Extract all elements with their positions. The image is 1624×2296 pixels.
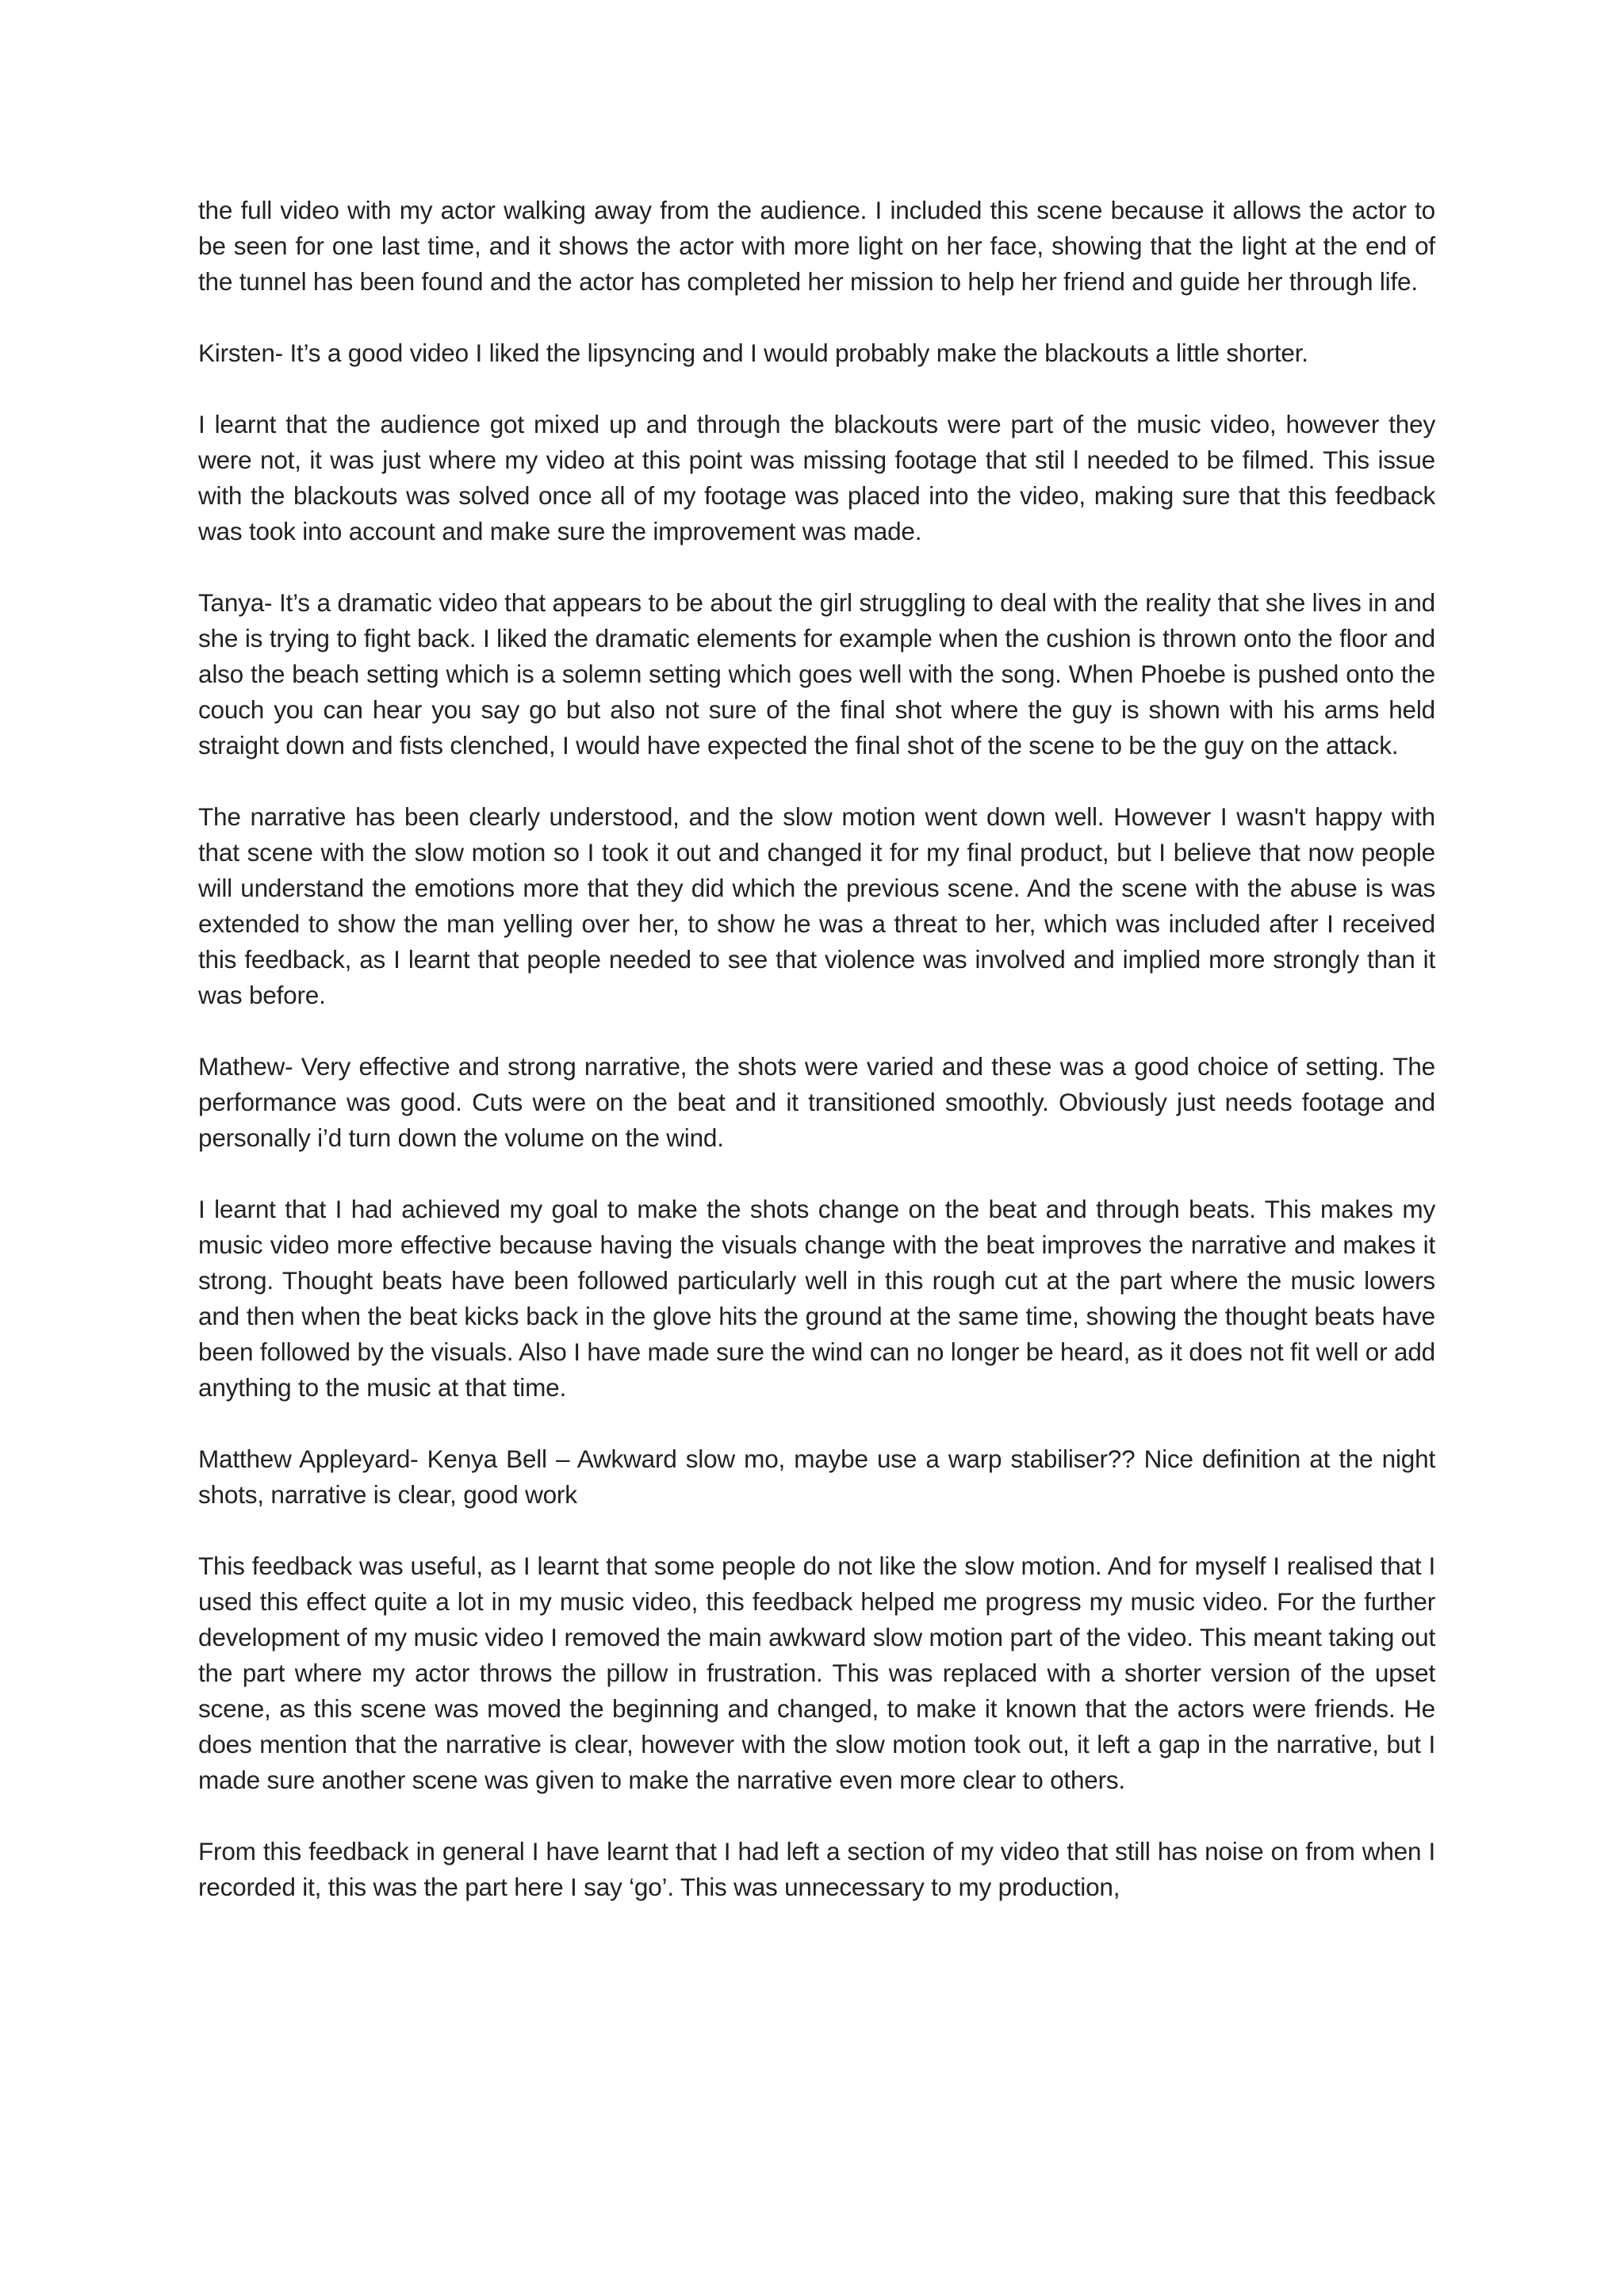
paragraph-general-feedback: From this feedback in general I have learnt that I had left a section of my video that still has noise on from when I recorded it, this was the part here I say ‘go’. This was unnecessary to my production, [198, 1837, 1435, 1901]
paragraph-response-mathew: I learnt that I had achieved my goal to make the shots change on the beat and through beats. This makes my music video more effective because having the visuals change with the beat improves the narrative and makes it strong. Thought beats have been followed particularly well in this rough cut at the part where the music lowers and then when the beat kicks back in the glove hits the ground at the same time, showing the thought beats have been followed by the visuals. Also I have made sure the wind can no longer be heard, as it does not fit well or add anything to the music at that time. [198, 1195, 1435, 1402]
paragraph-closing-scene: the full video with my actor walking away from the audience. I included this scene because it allows the actor to be seen for one last time, and it shows the actor with more light on her face, showing that the light at the end of the tunnel has been found and the actor has completed her mission to help her friend and guide her through life. [198, 196, 1435, 296]
paragraph-feedback-matthew-appleyard: Matthew Appleyard- Kenya Bell – Awkward slow mo, maybe use a warp stabiliser?? Nice definition at the night shots, narrative is clear, good work [198, 1445, 1435, 1509]
paragraph-feedback-kirsten: Kirsten- It’s a good video I liked the lipsyncing and I would probably make the blackouts a little shorter. [198, 339, 1308, 367]
paragraph-feedback-tanya: Tanya- It’s a dramatic video that appears to be about the girl struggling to deal with the reality that she lives in and she is trying to fight back. I liked the dramatic elements for example when the cushion is thrown onto the floor and also the beach setting which is a solemn setting which goes well with the song. When Phoebe is pushed onto the couch you can hear you say go but also not sure of the final shot where the guy is shown with his arms held straight down and fists clenched, I would have expected the final shot of the scene to be the guy on the attack. [198, 588, 1435, 760]
paragraph-feedback-mathew: Mathew- Very effective and strong narrative, the shots were varied and these was a good choice of setting. The performance was good. Cuts were on the beat and it transitioned smoothly. Obviously just needs footage and personally i’d turn down the volume on the wind. [198, 1052, 1435, 1152]
paragraph-response-tanya: The narrative has been clearly understood, and the slow motion went down well. However I wasn't happy with that scene with the slow motion so I took it out and changed it for my final product, but I believe that now people will understand the emotions more that they did which the previous scene. And the scene with the abuse is was extended to show the man yelling over her, to show he was a threat to her, which was included after I received this feedback, as I learnt that people needed to see that violence was involved and implied more strongly than it was before. [198, 802, 1435, 1009]
document-body [198, 193, 1435, 1905]
paragraph-response-matthew-appleyard: This feedback was useful, as I learnt that some people do not like the slow motion. And for myself I realised that I used this effect quite a lot in my music video, this feedback helped me progress my music video. For the further development of my music video I removed the main awkward slow motion part of the video. This meant taking out the part where my actor throws the pillow in frustration. This was replaced with a shorter version of the upset scene, as this scene was moved the beginning and changed, to make it known that the actors were friends. He does mention that the narrative is clear, however with the slow motion took out, it left a gap in the narrative, but I made sure another scene was given to make the narrative even more clear to others. [198, 1552, 1435, 1794]
paragraph-response-kirsten: I learnt that the audience got mixed up and through the blackouts were part of the music video, however they were not, it was just where my video at this point was missing footage that stil l needed to be filmed. This issue with the blackouts was solved once all of my footage was placed into the video, making sure that this feedback was took into account and make sure the improvement was made. [198, 410, 1435, 545]
